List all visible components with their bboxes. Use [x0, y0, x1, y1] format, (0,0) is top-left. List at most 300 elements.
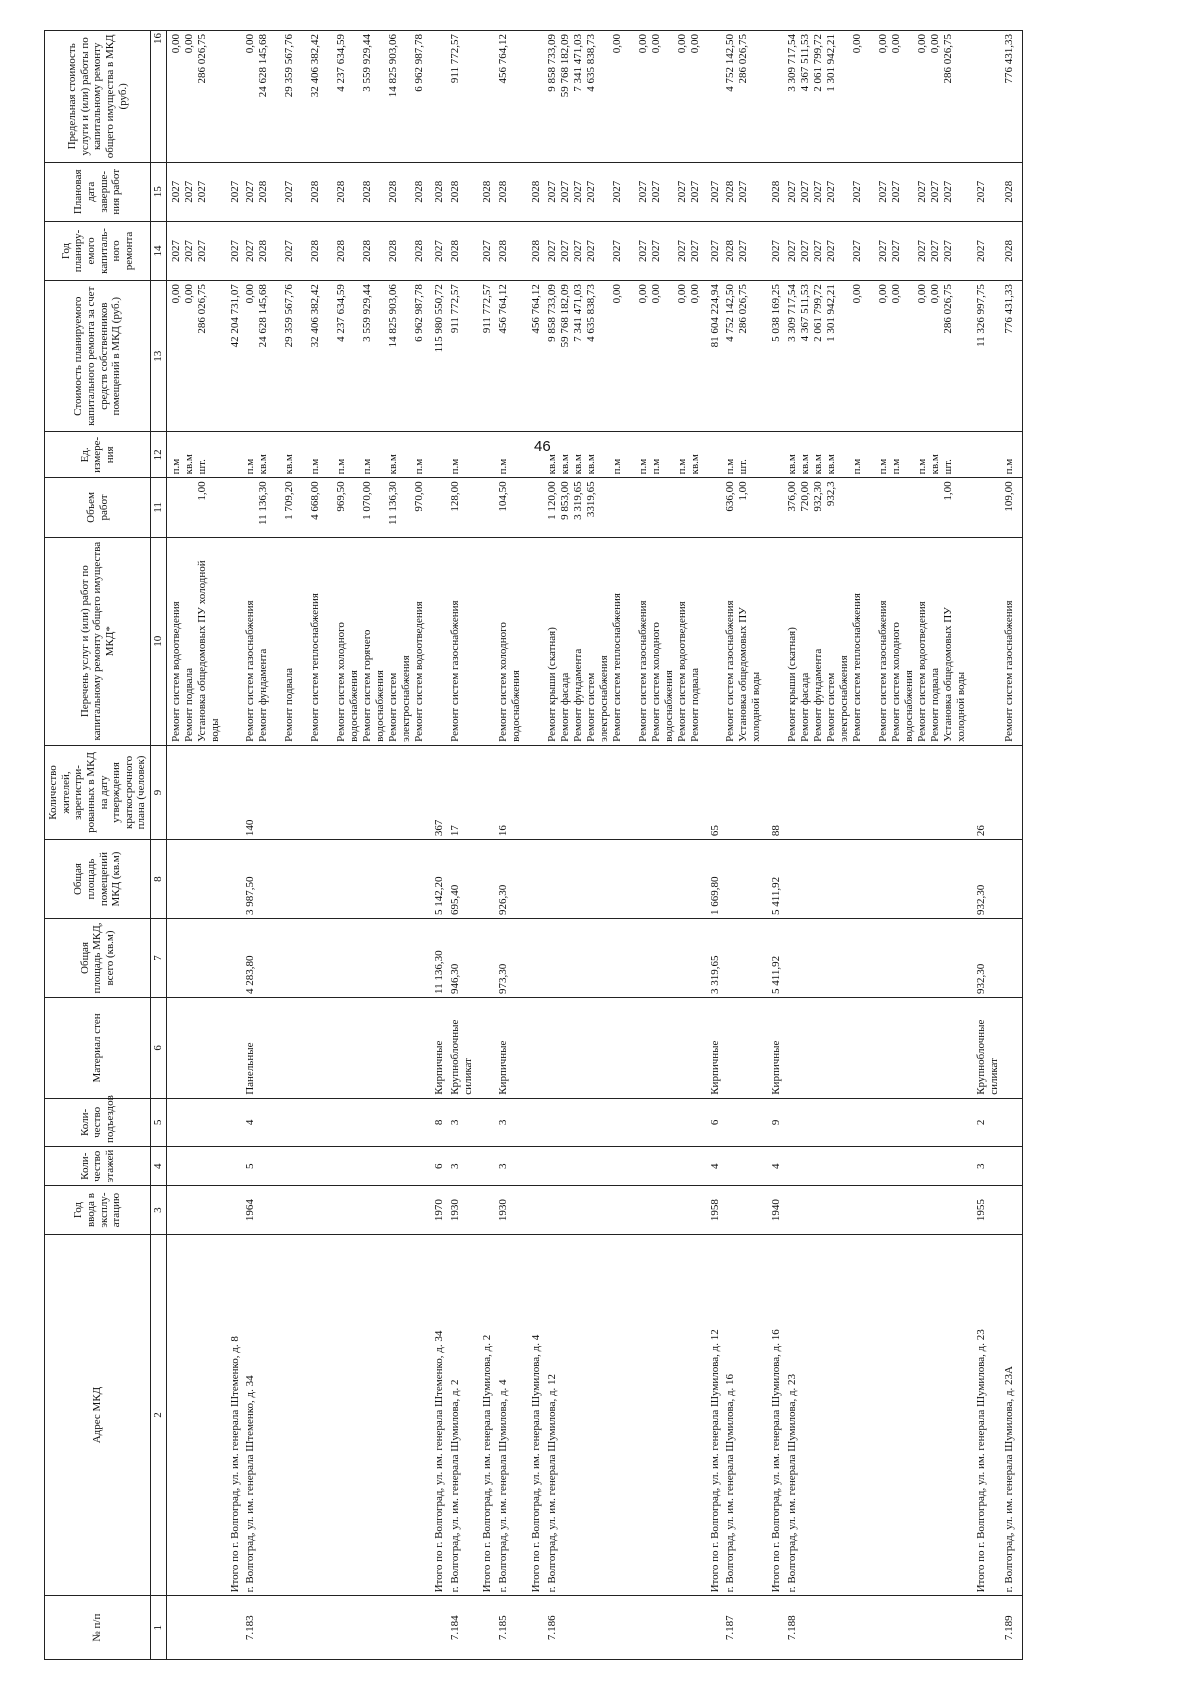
cost-line: [955, 284, 968, 428]
repair-year: [241, 221, 432, 280]
repair-year: 2028: [529, 221, 543, 280]
repair-year-line: 2028: [361, 239, 374, 262]
volume-line: 932,3: [824, 481, 837, 507]
rotated-page: [44, 30, 1124, 1660]
works-line: Ремонт фасада: [798, 672, 811, 742]
repair-year-line: 2027: [737, 239, 750, 262]
column-number-12: 12: [151, 432, 167, 478]
wall-material: [228, 997, 242, 1098]
unit: [769, 432, 783, 478]
limit-cost-line: 286 026,75: [195, 34, 208, 84]
unit-line: [903, 435, 916, 474]
total-address: Итого по г. Волгоград, ул. им. генерала Шумилова, д. 2: [480, 1234, 494, 1596]
unit-line: шт.: [195, 459, 208, 475]
cost-line: [903, 284, 916, 428]
wall-material: [480, 997, 494, 1098]
repair-year-line: 2027: [571, 239, 584, 262]
wall-material: [721, 997, 769, 1098]
volume: [166, 478, 228, 537]
total-row: [974, 31, 1000, 1660]
works-line: Ремонт фундамента: [811, 648, 824, 742]
unit-line: кв.м: [387, 454, 400, 475]
cost-line: 286 026,75: [737, 284, 750, 334]
premises-area: 3 987,50: [241, 840, 432, 919]
limit-cost-line: 4 635 838,73: [584, 34, 597, 92]
total-area: 5 411,92: [769, 919, 783, 998]
completion-year-line: [510, 166, 523, 218]
table-row: [241, 31, 432, 1660]
limit-cost: [446, 31, 480, 163]
wall-material: Крупноблочные силикат: [974, 997, 1000, 1098]
column-number-7: 7: [151, 919, 167, 998]
table-row: [446, 31, 480, 1660]
completion-year-line: 2028: [449, 180, 462, 203]
unit-line: кв.м: [584, 454, 597, 475]
premises-area: 926,30: [494, 840, 529, 919]
unit: [1000, 432, 1023, 478]
cost-line: 59 768 182,09: [558, 284, 571, 348]
unit-line: п.м: [876, 458, 889, 475]
completion-year: [446, 162, 480, 221]
completion-year-line: 2027: [928, 180, 941, 203]
unit: [721, 432, 769, 478]
volume: [432, 478, 446, 537]
limit-cost-line: 0,00: [649, 34, 662, 54]
unit-line: кв.м: [571, 454, 584, 475]
completion-year-line: 2027: [915, 180, 928, 203]
address: [166, 1234, 228, 1596]
limit-cost-line: 0,00: [636, 34, 649, 54]
completion-year-line: [663, 166, 676, 218]
limit-cost-line: 0,00: [244, 34, 257, 54]
volume: [241, 478, 432, 537]
unit: [446, 432, 480, 478]
limit-cost-line: 4 752 142,50: [724, 34, 737, 92]
volume-line: 1,00: [941, 481, 954, 501]
completion-year-line: 2027: [169, 180, 182, 203]
repair-year-line: 2027: [688, 239, 701, 262]
total-row: [708, 31, 722, 1660]
unit-line: шт.: [941, 459, 954, 475]
repair-year: 2027: [708, 221, 722, 280]
unit-line: [348, 435, 361, 474]
premises-area: [543, 840, 708, 919]
works-line: Ремонт систем газоснабжения: [876, 600, 889, 742]
cost-line: 0,00: [928, 284, 941, 304]
column-number-14: 14: [151, 221, 167, 280]
completion-year-line: 2027: [636, 180, 649, 203]
premises-area: [480, 840, 494, 919]
unit-line: п.м: [335, 458, 348, 475]
completion-year-line: 2028: [335, 180, 348, 203]
limit-cost-line: 0,00: [850, 34, 863, 54]
unit-line: п.м: [724, 458, 737, 475]
works-line: [322, 541, 335, 742]
completion-year-line: 2027: [737, 180, 750, 203]
limit-cost: [708, 31, 722, 163]
row-number: [228, 1596, 242, 1660]
completion-year-line: [955, 166, 968, 218]
residents: 88: [769, 745, 783, 839]
total-cost: 115 980 550,72: [432, 281, 446, 432]
limit-cost-line: 0,00: [610, 34, 623, 54]
premises-area: [529, 840, 543, 919]
unit-line: [270, 435, 283, 474]
total-row: [480, 31, 494, 1660]
completion-year-line: 2027: [876, 180, 889, 203]
works: [446, 537, 480, 745]
column-header-7: Общая площадь МКД, всего (кв.м): [45, 919, 151, 998]
unit-line: кв.м: [811, 454, 824, 475]
works-line: Ремонт фасада: [558, 672, 571, 742]
wall-material: [166, 997, 228, 1098]
repair-year: [543, 221, 708, 280]
volume: [783, 478, 974, 537]
residents: 140: [241, 745, 432, 839]
unit: [480, 432, 494, 478]
volume-line: [676, 481, 689, 533]
cost: [446, 281, 480, 432]
repair-year-line: 2027: [649, 239, 662, 262]
limit-cost-line: 776 431,33: [1003, 34, 1016, 84]
row-number: 7.185: [494, 1596, 529, 1660]
floors: 4: [769, 1147, 783, 1186]
total-cost: 42 204 731,07: [228, 281, 242, 432]
cost: [241, 281, 432, 432]
works-line: водоснабжения: [348, 670, 361, 742]
floors: 6: [432, 1147, 446, 1186]
works-line: Ремонт систем водоотведения: [169, 601, 182, 742]
volume-line: 128,00: [449, 481, 462, 512]
entrances: 8: [432, 1098, 446, 1146]
limit-cost-line: [955, 34, 968, 159]
completion-year-line: [348, 166, 361, 218]
volume-line: 9 853,00: [558, 481, 571, 520]
works-line: Установка общедомовых ПУ: [941, 607, 954, 742]
entrances: [543, 1098, 708, 1146]
entrances: [228, 1098, 242, 1146]
completion-year-line: 2027: [195, 180, 208, 203]
limit-cost: [228, 31, 242, 163]
completion-year-line: [624, 166, 637, 218]
volume: [446, 478, 480, 537]
address: г. Волгоград, ул. им. генерала Шумилова, д. 12: [543, 1234, 708, 1596]
residents: 17: [446, 745, 480, 839]
completion-year-line: 2027: [182, 180, 195, 203]
repair-year-line: 2027: [850, 239, 863, 262]
limit-cost: [769, 31, 783, 163]
volume-line: 3319,65: [584, 481, 597, 518]
repair-year-line: 2028: [309, 239, 322, 262]
total-area: [166, 919, 228, 998]
works: [543, 537, 708, 745]
cost-line: 4 367 511,53: [798, 284, 811, 342]
column-header-10: Перечень услуг и (или) работ по капитальному ремонту общего имущества МКД*: [45, 537, 151, 745]
residents: 16: [494, 745, 529, 839]
completion-year-line: [903, 166, 916, 218]
total-area: [721, 919, 769, 998]
repair-year-line: [663, 225, 676, 277]
cost-line: [750, 284, 763, 428]
premises-area: [228, 840, 242, 919]
completion-year: 2028: [529, 162, 543, 221]
volume-line: [244, 481, 257, 533]
column-header-9: Количество жителей, зарегистри-рованных в МКД на дату утверждения краткосрочного плана (человек): [45, 745, 151, 839]
cost-line: [270, 284, 283, 428]
limit-cost-line: 2 061 799,72: [811, 34, 824, 92]
cost-line: [322, 284, 335, 428]
volume-line: [348, 481, 361, 533]
unit-line: [322, 435, 335, 474]
total-area: [783, 919, 974, 998]
total-address: Итого по г. Волгоград, ул. им. генерала Шумилова, д. 23: [974, 1234, 1000, 1596]
limit-cost: [529, 31, 543, 163]
cost-line: 0,00: [675, 284, 688, 304]
total-row: [769, 31, 783, 1660]
works-line: Ремонт систем холодного: [889, 622, 902, 742]
works: [529, 537, 543, 745]
volume-line: [650, 481, 663, 533]
works-line: Ремонт систем холодного: [496, 622, 509, 742]
limit-cost-line: 6 962 987,78: [413, 34, 426, 92]
wall-material: Кирпичные: [432, 997, 446, 1098]
completion-year-line: 2027: [244, 180, 257, 203]
completion-year-line: [750, 166, 763, 218]
header-row: [45, 31, 151, 1660]
cost-line: [296, 284, 309, 428]
column-header-2: Адрес МКД: [45, 1234, 151, 1596]
limit-cost-line: 3 559 929,44: [361, 34, 374, 92]
works: [241, 537, 432, 745]
column-number-2: 2: [151, 1234, 167, 1596]
unit-line: [400, 435, 413, 474]
unit-line: п.м: [413, 458, 426, 475]
unit-line: кв.м: [785, 454, 798, 475]
repair-year: [721, 221, 769, 280]
unit: [529, 432, 543, 478]
unit-line: п.м: [169, 458, 182, 475]
floors: [529, 1147, 543, 1186]
volume-line: [209, 481, 222, 533]
unit-line: [864, 435, 877, 474]
cost-line: [348, 284, 361, 428]
works-line: Ремонт систем холодного: [335, 622, 348, 742]
total-address: Итого по г. Волгоград, ул. им. генерала Штеменко, д. 34: [432, 1234, 446, 1596]
total-cost: 5 038 169,25: [769, 281, 783, 432]
volume-line: [851, 481, 864, 533]
cost-line: [663, 284, 676, 428]
completion-year: 2028: [432, 162, 446, 221]
completion-year-line: [864, 166, 877, 218]
row-number: [166, 1596, 228, 1660]
volume-line: [689, 481, 702, 533]
row-number: 7.184: [446, 1596, 480, 1660]
repair-year: 2027: [228, 221, 242, 280]
commission-year: [721, 1186, 769, 1234]
unit-line: п.м: [915, 458, 928, 475]
limit-cost-line: [903, 34, 916, 159]
cost-line: 456 764,12: [496, 284, 509, 334]
completion-year: 2028: [769, 162, 783, 221]
column-number-13: 13: [151, 281, 167, 432]
limit-cost-line: 911 772,57: [449, 34, 462, 84]
premises-area: 5 411,92: [769, 840, 783, 919]
completion-year-line: 2028: [1003, 180, 1016, 203]
works-line: Ремонт систем: [387, 672, 400, 742]
floors: [783, 1147, 974, 1186]
unit-line: [209, 435, 222, 474]
works-line: водоснабжения: [374, 670, 387, 742]
limit-cost-line: 0,00: [876, 34, 889, 54]
volume-line: [510, 481, 523, 533]
cost-line: [510, 284, 523, 428]
total-row: [432, 31, 446, 1660]
completion-year-line: [374, 166, 387, 218]
limit-cost-line: [838, 34, 851, 159]
wall-material: [529, 997, 543, 1098]
column-number-3: 3: [151, 1186, 167, 1234]
completion-year: [494, 162, 529, 221]
volume-line: 1 709,20: [283, 481, 296, 520]
volume-line: [637, 481, 650, 533]
completion-year-line: [838, 166, 851, 218]
unit: [228, 432, 242, 478]
floors: 3: [446, 1147, 480, 1186]
entrances: [480, 1098, 494, 1146]
entrances: 3: [494, 1098, 529, 1146]
repair-year-line: 2027: [675, 239, 688, 262]
volume-line: [864, 481, 877, 533]
column-number-8: 8: [151, 840, 167, 919]
floors: 4: [708, 1147, 722, 1186]
cost-line: 7 341 471,03: [571, 284, 584, 342]
total-area: 932,30: [974, 919, 1000, 998]
unit-line: кв.м: [257, 454, 270, 475]
works-line: Ремонт систем: [824, 672, 837, 742]
limit-cost-line: [348, 34, 361, 159]
completion-year-line: [296, 166, 309, 218]
completion-year-line: 2027: [584, 180, 597, 203]
limit-cost-line: 3 309 717,54: [785, 34, 798, 92]
residents: [1000, 745, 1023, 839]
volume-line: 1 120,00: [545, 481, 558, 520]
repair-year-line: [348, 225, 361, 277]
unit-line: [598, 435, 611, 474]
cost-line: 32 406 382,42: [309, 284, 322, 348]
unit: [494, 432, 529, 478]
cost-line: [374, 284, 387, 428]
works-line: Ремонт подвала: [688, 668, 701, 742]
entrances: [529, 1098, 543, 1146]
unit-line: п.м: [496, 458, 509, 475]
floors: 3: [494, 1147, 529, 1186]
completion-year-line: 2028: [257, 180, 270, 203]
volume-line: [663, 481, 676, 533]
volume-line: 1,00: [737, 481, 750, 501]
commission-year: 1970: [432, 1186, 446, 1234]
floors: 5: [241, 1147, 432, 1186]
repair-year-line: 2028: [724, 239, 737, 262]
address: г. Волгоград, ул. им. генерала Шумилова, д. 23А: [1000, 1234, 1023, 1596]
limit-cost-line: 456 764,12: [496, 34, 509, 84]
works: [721, 537, 769, 745]
unit-line: кв.м: [545, 454, 558, 475]
volume-line: [750, 481, 763, 533]
cost-line: 0,00: [182, 284, 195, 304]
unit-line: п.м: [244, 458, 257, 475]
unit-line: кв.м: [824, 454, 837, 475]
volume-line: [877, 481, 890, 533]
commission-year: [529, 1186, 543, 1234]
repair-year-line: 2027: [941, 239, 954, 262]
works-line: водоснабжения: [662, 670, 675, 742]
column-header-3: Год ввода в эксплу-атацию: [45, 1186, 151, 1234]
commission-year: [783, 1186, 974, 1234]
address: г. Волгоград, ул. им. генерала Шумилова, д. 2: [446, 1234, 480, 1596]
column-header-11: Объем работ: [45, 478, 151, 537]
volume-line: [296, 481, 309, 533]
total-cost: 456 764,12: [529, 281, 543, 432]
cost: [721, 281, 769, 432]
premises-area: [783, 840, 974, 919]
address: г. Волгоград, ул. им. генерала Шумилова, д. 23: [783, 1234, 974, 1596]
limit-cost-line: [624, 34, 637, 159]
limit-cost-line: [209, 34, 222, 159]
column-header-16: Предельная стоимость услуги и (или) работы по капитальному ремонту общего имущества в МКД (руб.): [45, 31, 151, 163]
total-row: [529, 31, 543, 1660]
limit-cost-line: [400, 34, 413, 159]
column-numbers-row: [151, 31, 167, 1660]
repair-year: 2027: [432, 221, 446, 280]
unit: [543, 432, 708, 478]
limit-cost: [480, 31, 494, 163]
entrances: [1000, 1098, 1023, 1146]
repair-year-line: [903, 225, 916, 277]
limit-cost-line: 29 359 567,76: [283, 34, 296, 98]
limit-cost-line: 0,00: [915, 34, 928, 54]
completion-year-line: 2027: [889, 180, 902, 203]
entrances: 9: [769, 1098, 783, 1146]
volume: [974, 478, 1000, 537]
row-number: [480, 1596, 494, 1660]
premises-area: 5 142,20: [432, 840, 446, 919]
completion-year: 2027: [974, 162, 1000, 221]
total-area: [543, 919, 708, 998]
floors: [543, 1147, 708, 1186]
premises-area: 932,30: [974, 840, 1000, 919]
repair-year-line: [838, 225, 851, 277]
entrances: 4: [241, 1098, 432, 1146]
commission-year: [1000, 1186, 1023, 1234]
unit-line: п.м: [309, 458, 322, 475]
volume-line: [400, 481, 413, 533]
cost-line: [864, 284, 877, 428]
residents: [166, 745, 228, 839]
limit-cost-line: 1 301 942,21: [824, 34, 837, 92]
unit-line: кв.м: [182, 454, 195, 475]
total-cost: 81 604 224,94: [708, 281, 722, 432]
repair-year-line: [322, 225, 335, 277]
works-line: Ремонт систем: [584, 672, 597, 742]
limit-cost-line: 59 768 182,09: [558, 34, 571, 98]
repair-year: [446, 221, 480, 280]
column-header-15: Плановая дата заверше-ния работ: [45, 162, 151, 221]
residents: [721, 745, 769, 839]
limit-cost-line: 286 026,75: [737, 34, 750, 84]
cost-line: 0,00: [649, 284, 662, 304]
cost: [783, 281, 974, 432]
repair-year-line: 2027: [182, 239, 195, 262]
